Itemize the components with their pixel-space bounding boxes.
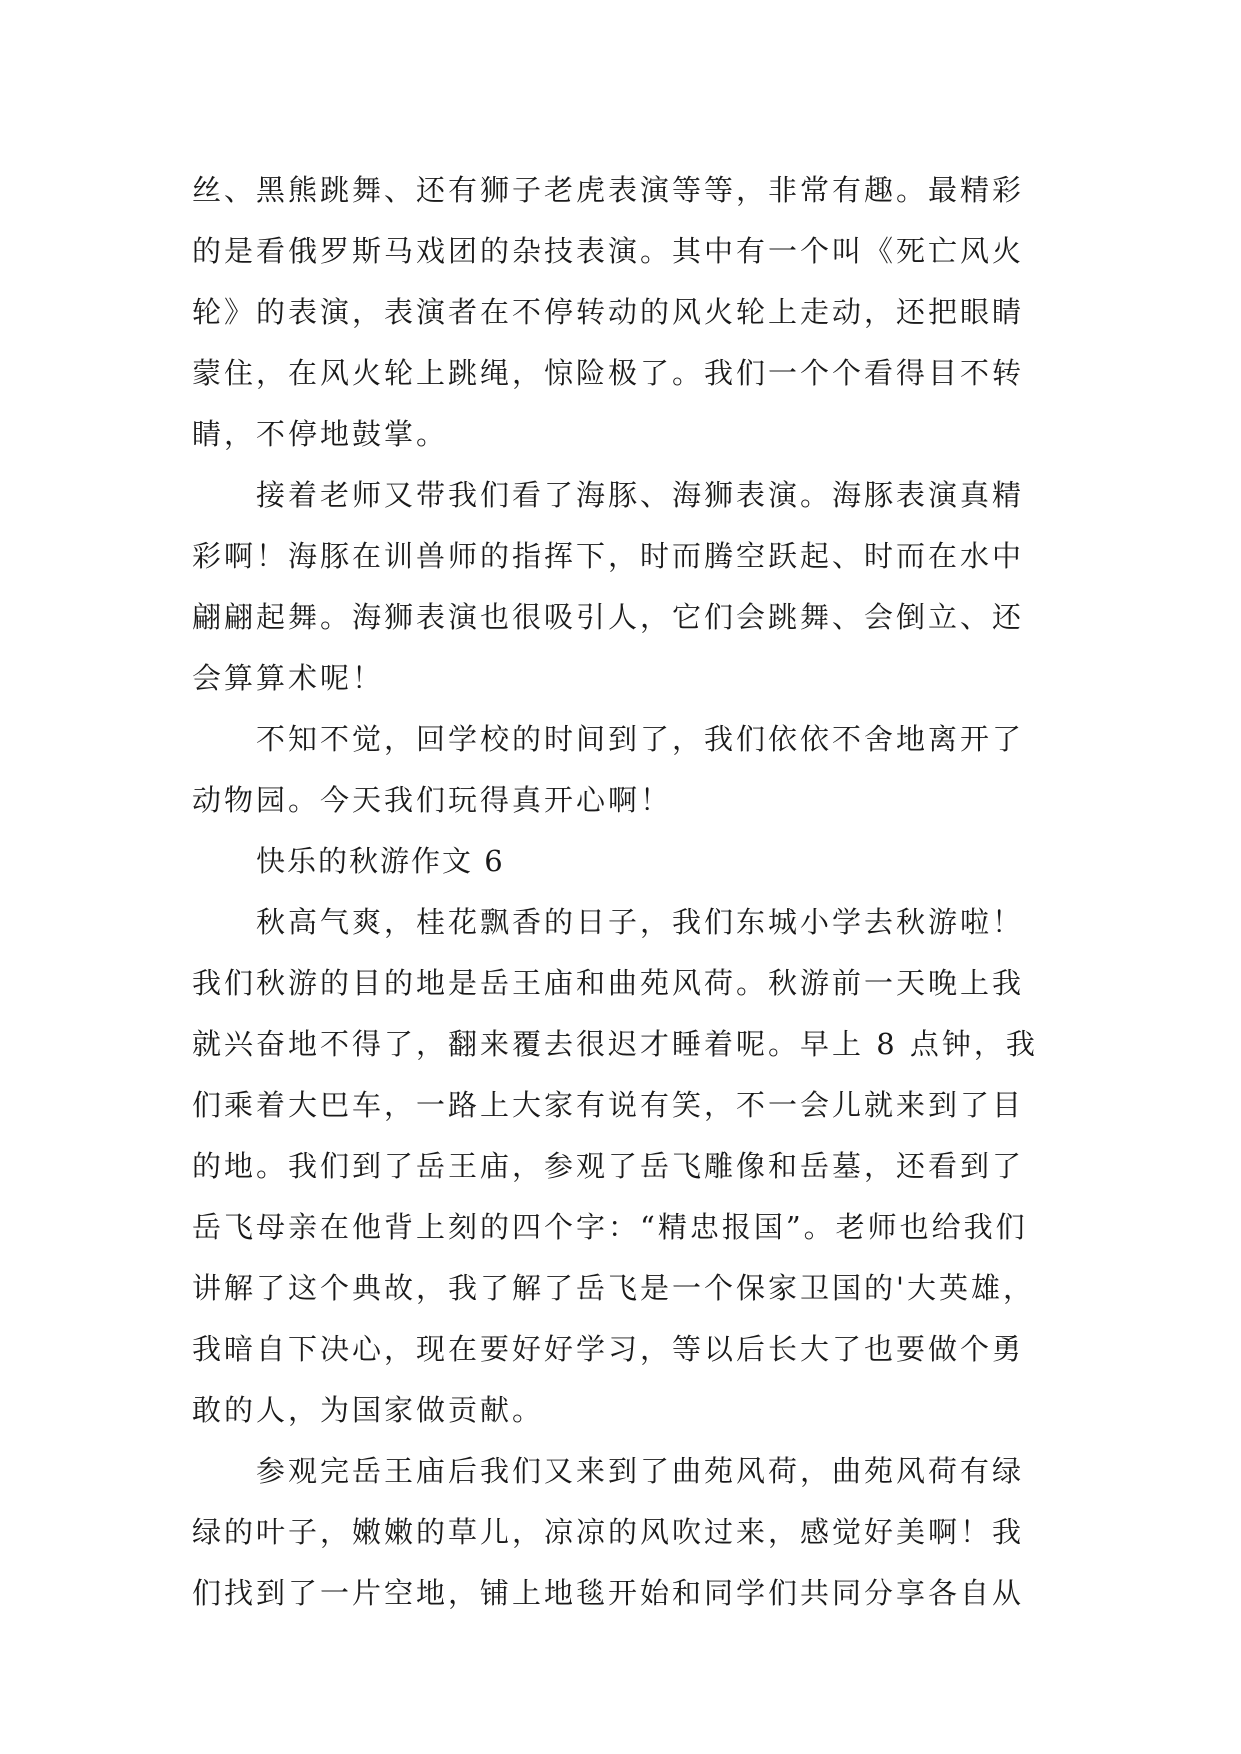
document-body (192, 160, 1072, 1624)
text-line: 敢的人，为国家做贡献。 (192, 1393, 545, 1427)
text-line: 的是看俄罗斯马戏团的杂技表演。其中有一个叫《死亡风火 (192, 234, 1025, 268)
text-line: 们找到了一片空地，铺上地毯开始和同学们共同分享各自从 (192, 1576, 1025, 1610)
text-line: 翩翩起舞。海狮表演也很吸引人，它们会跳舞、会倒立、还 (192, 600, 1025, 634)
text-line: 就兴奋地不得了，翻来覆去很迟才睡着呢。早上 8 点钟，我 (192, 1027, 1038, 1061)
paragraph-start-line: 秋高气爽，桂花飘香的日子，我们东城小学去秋游啦！ (256, 905, 1025, 939)
text-line: 蒙住，在风火轮上跳绳，惊险极了。我们一个个看得目不转 (192, 356, 1025, 390)
text-line: 绿的叶子，嫩嫩的草儿，凉凉的风吹过来，感觉好美啊！我 (192, 1515, 1025, 1549)
paragraph-start-line: 参观完岳王庙后我们又来到了曲苑风荷，曲苑风荷有绿 (256, 1454, 1025, 1488)
text-line: 动物园。今天我们玩得真开心啊！ (192, 783, 673, 817)
text-line: 睛，不停地鼓掌。 (192, 417, 449, 451)
text-line: 们乘着大巴车，一路上大家有说有笑，不一会儿就来到了目 (192, 1088, 1025, 1122)
text-line: 讲解了这个典故，我了解了岳飞是一个保家卫国的'大英雄， (192, 1271, 1035, 1305)
text-line: 我暗自下决心，现在要好好学习，等以后长大了也要做个勇 (192, 1332, 1025, 1366)
text-line: 彩啊！海豚在训兽师的指挥下，时而腾空跃起、时而在水中 (192, 539, 1025, 573)
essay-heading: 快乐的秋游作文 6 (256, 844, 505, 878)
text-line: 的地。我们到了岳王庙，参观了岳飞雕像和岳墓，还看到了 (192, 1149, 1025, 1183)
paragraph-start-line: 接着老师又带我们看了海豚、海狮表演。海豚表演真精 (256, 478, 1025, 512)
paragraph-start-line: 不知不觉，回学校的时间到了，我们依依不舍地离开了 (256, 722, 1025, 756)
text-line: 丝、黑熊跳舞、还有狮子老虎表演等等，非常有趣。最精彩 (192, 173, 1025, 207)
text-line: 我们秋游的目的地是岳王庙和曲苑风荷。秋游前一天晚上我 (192, 966, 1025, 1000)
text-line: 轮》的表演，表演者在不停转动的风火轮上走动，还把眼睛 (192, 295, 1025, 329)
text-line: 岳飞母亲在他背上刻的四个字：“精忠报国”。老师也给我们 (192, 1210, 1028, 1244)
text-line: 会算算术呢！ (192, 661, 385, 695)
